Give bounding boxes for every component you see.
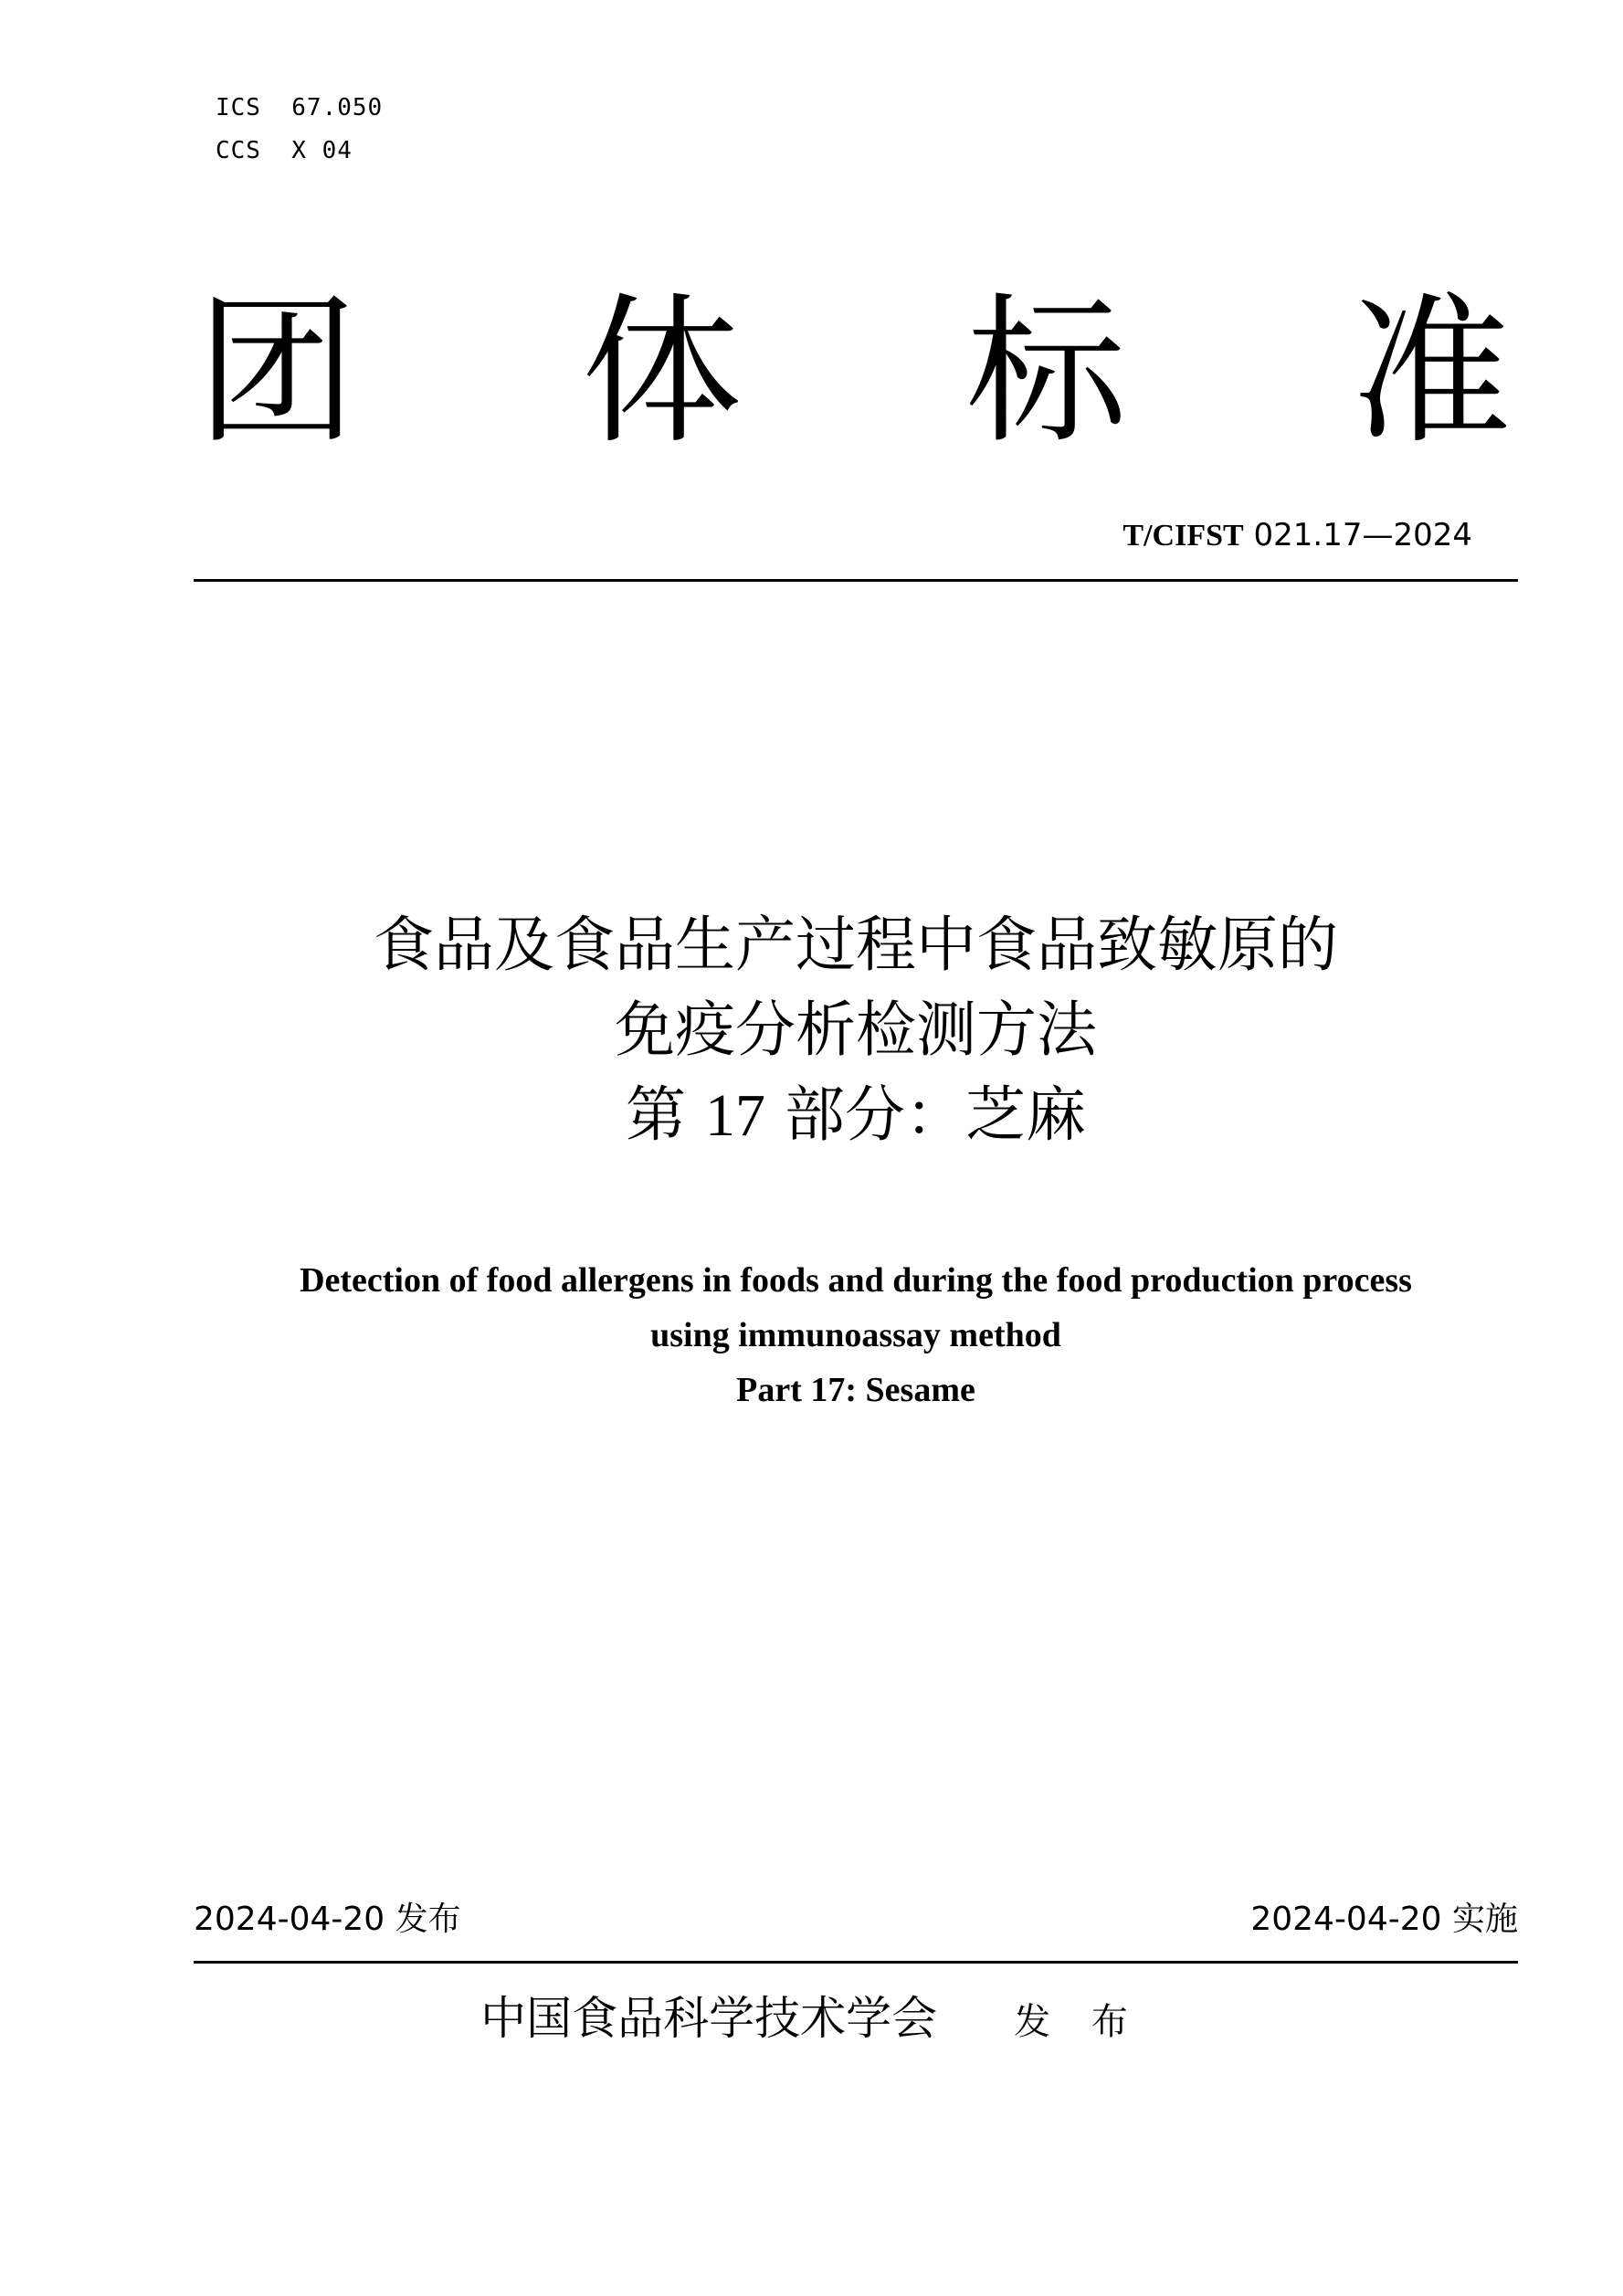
chinese-title-line-1: 食品及食品生产过程中食品致敏原的 [374,910,1338,980]
chinese-title-part-number: 17 [705,1082,765,1149]
english-title-line-2: using immunoassay method [650,1316,1061,1354]
top-divider [194,579,1518,582]
publisher-action: 发 布 [1014,2001,1143,2043]
english-title-line-1: Detection of food allergens in foods and during the food production process [300,1261,1412,1300]
document-type-char: 体 [581,279,743,466]
chinese-title-line-2: 免疫分析检测方法 [615,995,1097,1065]
publish-date: 2024-04-20 发布 [194,1901,461,1938]
standard-number [1122,517,1472,553]
chinese-title-line-3 [194,1074,1518,1157]
ccs-code: CCS X 04 [216,137,353,164]
document-type-char: 准 [1350,279,1512,466]
standard-number-prefix: T/CIFST [1122,519,1244,553]
document-type-char: 标 [965,279,1127,466]
publisher-line [0,1982,1623,2048]
standard-number-value: 021.17—2024 [1243,517,1472,553]
bottom-divider [194,1961,1518,1964]
effective-date: 2024-04-20 实施 [1250,1901,1518,1938]
chinese-title-part-suffix: 部分：芝麻 [765,1080,1086,1150]
publisher-organization: 中国食品科学技术学会 [480,1992,938,2045]
document-type-heading [196,281,1512,464]
english-title-line-3: Part 17: Sesame [736,1371,975,1409]
ics-code: ICS 67.050 [216,94,384,121]
chinese-title-part-prefix: 第 [626,1080,705,1150]
document-type-char: 团 [196,279,358,466]
